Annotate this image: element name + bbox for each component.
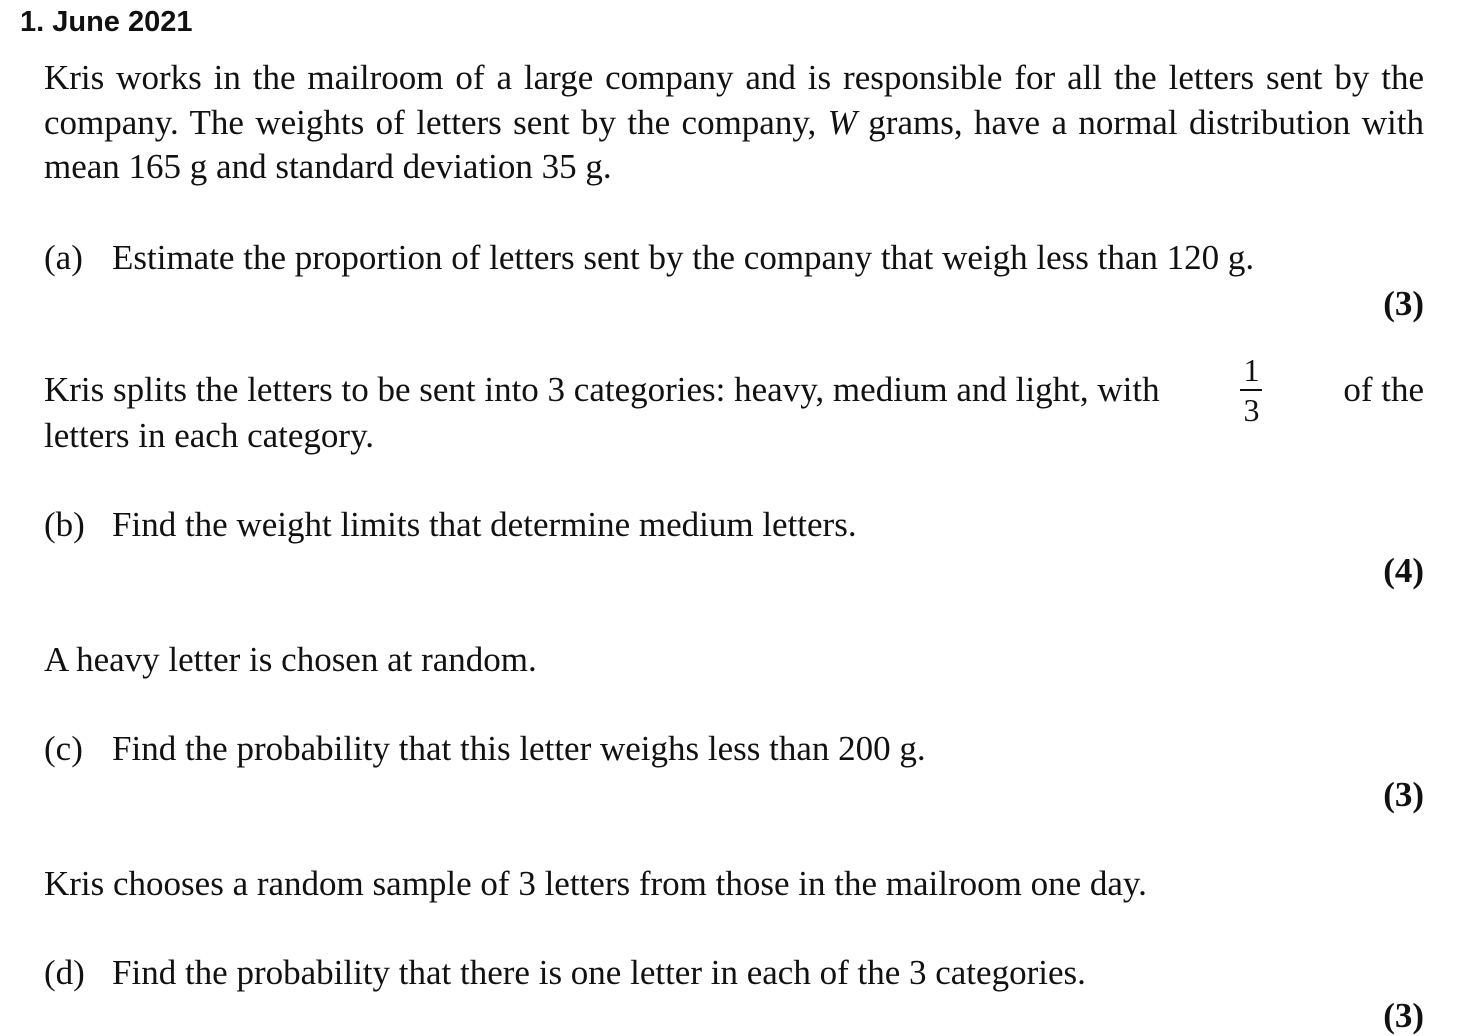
question-heading: 1. June 2021 — [20, 6, 193, 38]
part-b-text: Find the weight limits that determine medium letters. — [112, 505, 857, 544]
one-third-fraction — [1240, 353, 1262, 427]
part-c-label: (c) — [44, 729, 83, 768]
intro-text-part2: grams, have a normal distribution with mean 165 g and standard deviation 35 g. — [44, 102, 1424, 186]
part-a-label: (a) — [44, 238, 83, 277]
part-a-marks: (3) — [1383, 284, 1424, 323]
split-text-start: Kris splits the letters to be sent into 3 categories: heavy, medium and light, with — [44, 370, 1160, 409]
part-a-text: Estimate the proportion of letters sent by the company that weigh less than 120 g. — [112, 238, 1255, 277]
part-d-text: Find the probability that there is one letter in each of the 3 categories. — [112, 953, 1086, 992]
part-d-marks: (3) — [1383, 996, 1424, 1035]
part-a-question — [44, 236, 1254, 280]
intro-paragraph — [44, 56, 1424, 190]
fraction-denominator: 3 — [1243, 392, 1260, 428]
part-d-question — [44, 951, 1086, 995]
part-c-marks: (3) — [1383, 775, 1424, 814]
part-b-question — [44, 503, 857, 547]
split-line-2: letters in each category. — [44, 416, 375, 455]
weight-variable: W — [827, 102, 857, 142]
fraction-numerator: 1 — [1243, 352, 1260, 388]
split-text-end: of the — [1343, 370, 1424, 409]
part-b-marks: (4) — [1383, 551, 1424, 590]
intro-text-part1: Kris works in the mailroom of a large company and is responsible for all the letters sent by the company. The weights of letters sent by the company, — [44, 58, 1424, 142]
fraction-bar — [1240, 389, 1262, 391]
part-b-label: (b) — [44, 505, 85, 544]
part-d-label: (d) — [44, 953, 85, 992]
heavy-statement: A heavy letter is chosen at random. — [44, 640, 537, 679]
sample-statement: Kris chooses a random sample of 3 letters from those in the mailroom one day. — [44, 864, 1147, 903]
part-c-question — [44, 727, 926, 771]
part-c-text: Find the probability that this letter weighs less than 200 g. — [112, 729, 926, 768]
